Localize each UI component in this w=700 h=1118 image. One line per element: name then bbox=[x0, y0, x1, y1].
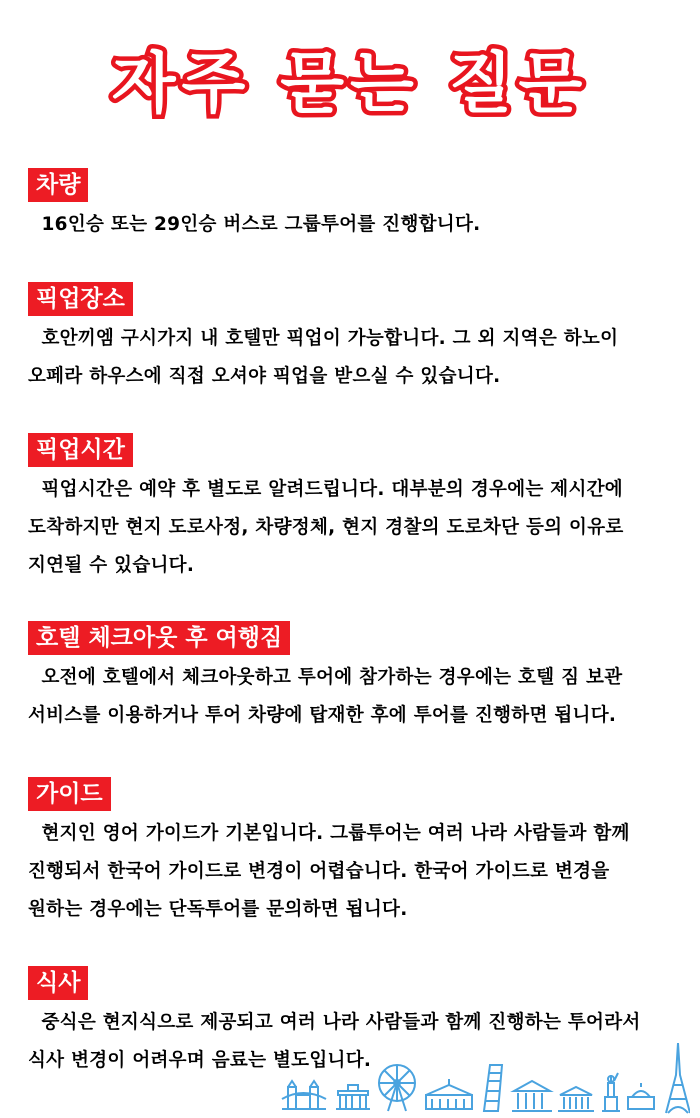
section-text: 현지인 영어 가이드가 기본입니다. 그룹투어는 여러 나라 사람들과 함께 진행되서 한국어 가이드로 변경이 어렵습니다. 한국어 가이드로 변경을 원하는 경우에는 단독투어를 문의하면 됩니다. bbox=[28, 823, 630, 920]
page-title: 자주 묻는 질문 bbox=[111, 45, 589, 122]
ferris-wheel-icon bbox=[379, 1065, 415, 1111]
temple-icon bbox=[512, 1081, 552, 1111]
section-tag: 픽업시간 bbox=[28, 433, 133, 467]
section-tag: 식사 bbox=[28, 966, 88, 1000]
section-text: 오전에 호텔에서 체크아웃하고 투어에 참가하는 경우에는 호텔 짐 보관 서비스를 이용하거나 투어 차량에 탑재한 후에 투어를 진행하면 됩니다. bbox=[28, 667, 623, 726]
section-tag: 픽업장소 bbox=[28, 282, 133, 316]
faq-section-vehicle bbox=[28, 168, 678, 244]
section-tag: 가이드 bbox=[28, 777, 111, 811]
eiffel-tower-icon bbox=[666, 1043, 690, 1113]
section-tag: 호텔 체크아웃 후 여행짐 bbox=[28, 621, 290, 655]
domed-building-icon bbox=[628, 1083, 654, 1109]
leaning-tower-icon bbox=[484, 1065, 502, 1111]
section-text: 16인승 또는 29인승 버스로 그룹투어를 진행합니다. bbox=[28, 214, 481, 235]
statue-of-liberty-icon bbox=[602, 1073, 620, 1111]
brandenburg-gate-icon bbox=[336, 1085, 370, 1109]
section-text: 호안끼엠 구시가지 내 호텔만 픽업이 가능합니다. 그 외 지역은 하노이 오페라 하우스에 직접 오셔야 픽업을 받으실 수 있습니다. bbox=[28, 328, 619, 387]
faq-section-pickup-location bbox=[28, 282, 678, 396]
section-text: 중식은 현지식으로 제공되고 여러 나라 사람들과 함께 진행하는 투어라서 식사 변경이 어려우며 음료는 별도입니다. bbox=[28, 1012, 641, 1071]
faq-section-pickup-time bbox=[28, 433, 678, 585]
section-tag: 차량 bbox=[28, 168, 88, 202]
faq-section-guide bbox=[28, 777, 678, 929]
museum-icon bbox=[558, 1087, 594, 1111]
section-text: 픽업시간은 예약 후 별도로 알려드립니다. 대부분의 경우에는 제시간에 도착하지만 현지 도로사정, 차량정체, 현지 경찰의 도로차단 등의 이유로 지연될 수 있습니다. bbox=[28, 479, 624, 576]
palace-icon bbox=[426, 1079, 472, 1109]
faq-section-luggage bbox=[28, 621, 678, 735]
tower-bridge-icon bbox=[282, 1081, 326, 1109]
world-landmarks-skyline-icon bbox=[280, 1035, 690, 1115]
